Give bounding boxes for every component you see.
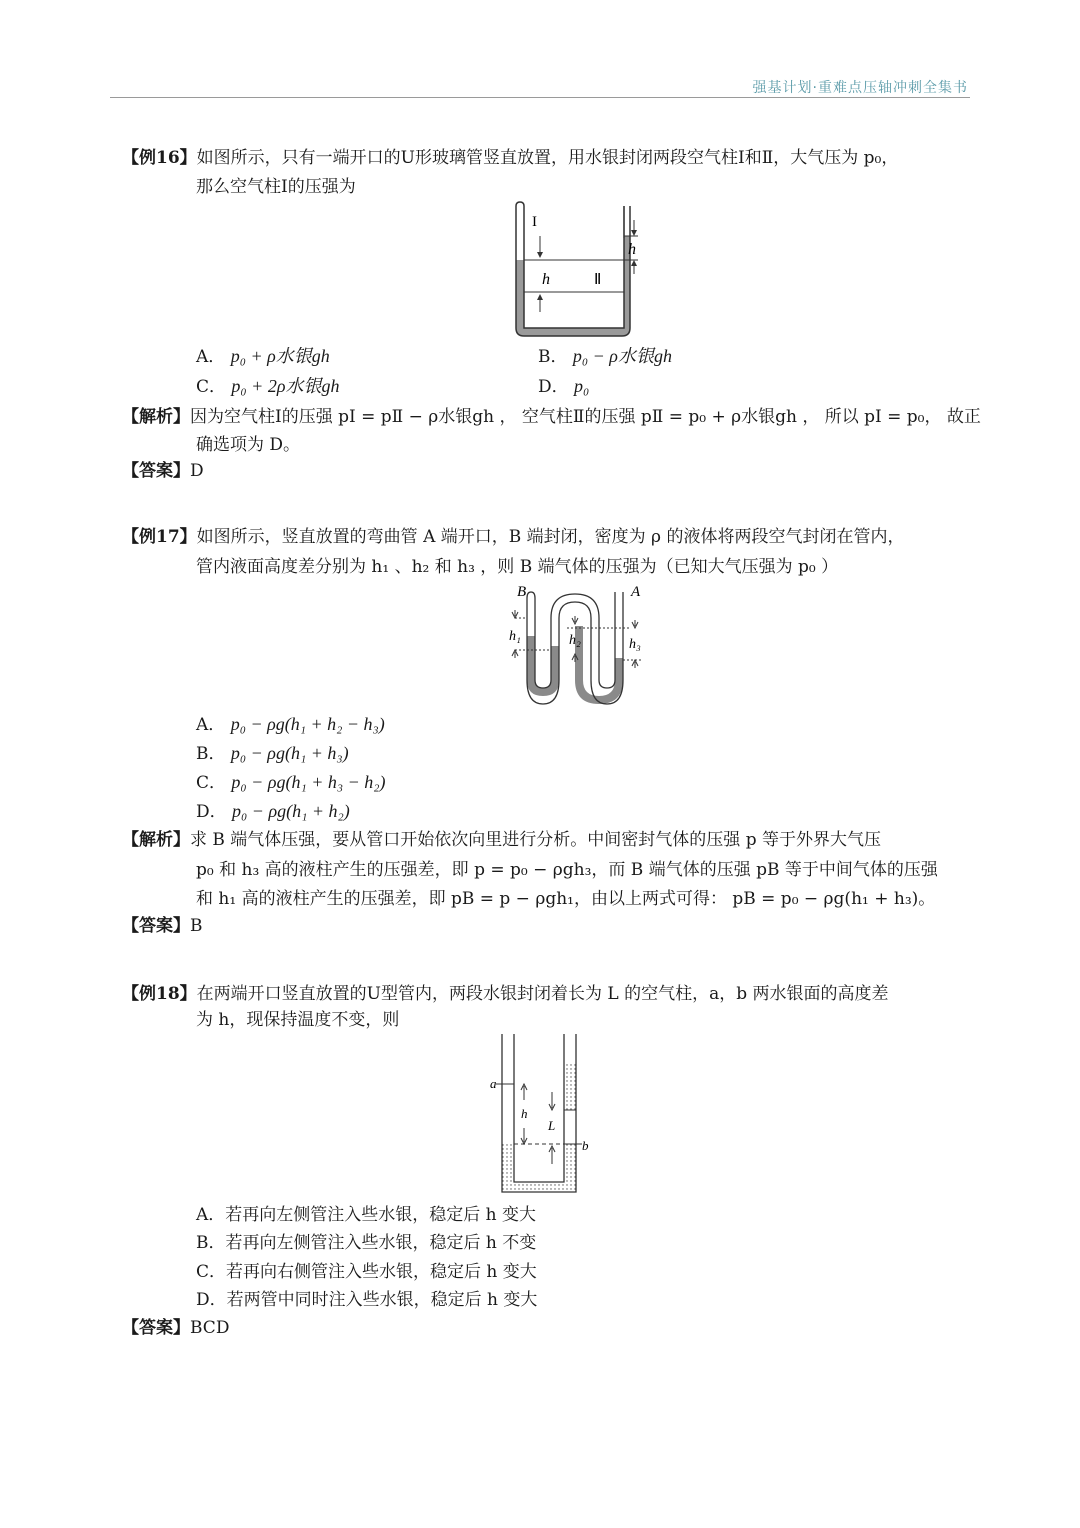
option-17-a: A． p₀ − ρg(h₁ + h₂ − h₃) xyxy=(196,714,385,735)
label-16-h-left: h xyxy=(542,271,550,288)
option-18-d: D．若两管中同时注入些水银，稳定后 h 变大 xyxy=(196,1290,538,1310)
answer-16: 【答案】D xyxy=(122,461,204,481)
label-17-B: B xyxy=(517,584,527,600)
label-17-h3: h₃ xyxy=(629,637,641,652)
label-16-II: Ⅱ xyxy=(594,272,602,288)
option-16-d: D． p₀ xyxy=(538,376,590,397)
label-17-h1: h₁ xyxy=(509,629,521,644)
label-18-h: h xyxy=(521,1106,528,1121)
option-17-c: C． p₀ − ρg(h₁ + h₃ − h₂) xyxy=(196,772,386,793)
figure-17-bent-tube xyxy=(505,582,655,707)
label-16-I: I xyxy=(532,214,537,230)
analysis-17-line-1: 【解析】求 B 端气体压强，要从管口开始依次向里进行分析。中间密封气体的压强 p 等于外界大气压 xyxy=(122,830,881,850)
option-17-b: B． p₀ − ρg(h₁ + h₃) xyxy=(196,743,349,764)
label-18-a: a xyxy=(490,1076,497,1091)
question-17-line-1: 【例17】如图所示，竖直放置的弯曲管 A 端开口，B 端封闭，密度为 ρ 的液体将两段空气封闭在管内， xyxy=(122,527,905,547)
example-16-tag: 【例16】 xyxy=(122,148,197,168)
option-18-c: C．若再向右侧管注入些水银，稳定后 h 变大 xyxy=(196,1262,537,1282)
analysis-17-line-3: 和 h₁ 高的液柱产生的压强差，即 pB = p − ρgh₁，由以上两式可得： pB = p₀ − ρg(h₁ + h₃)。 xyxy=(196,889,936,909)
running-header: 强基计划·重难点压轴冲刺全集书 xyxy=(752,80,968,96)
label-16-h-right: h xyxy=(628,241,636,258)
question-18-line-1: 【例18】在两端开口竖直放置的U型管内，两段水银封闭着长为 L 的空气柱，a，b 两水银面的高度差 xyxy=(122,984,889,1004)
question-17-line-2: 管内液面高度差分别为 h₁ 、h₂ 和 h₃ ，则 B 端气体的压强为（已知大气压强为 p₀ ） xyxy=(196,557,839,577)
answer-18: 【答案】BCD xyxy=(122,1318,230,1338)
option-17-d: D． p₀ − ρg(h₁ + h₂) xyxy=(196,801,350,822)
answer-17: 【答案】B xyxy=(122,916,203,936)
analysis-16-line-1: 【解析】因为空气柱Ⅰ的压强 pⅠ = pⅡ − ρ水银gh ， 空气柱Ⅱ的压强 pⅡ = p₀ + ρ水银gh ， 所以 pⅠ = p₀， 故正 xyxy=(122,407,981,427)
option-16-a: A． p₀ + ρ水银gh xyxy=(196,346,330,367)
figure-18-u-tube xyxy=(486,1032,596,1197)
figure-16-u-tube xyxy=(510,198,650,343)
question-16-line-1 xyxy=(122,146,898,170)
option-16-b: B． p₀ − ρ水银gh xyxy=(538,346,672,367)
question-16-text-1: 如图所示，只有一端开口的U形玻璃管竖直放置，用水银封闭两段空气柱Ⅰ和Ⅱ，大气压为 p₀， xyxy=(196,148,899,168)
label-18-b: b xyxy=(582,1138,589,1153)
analysis-17-line-2: p₀ 和 h₃ 高的液柱产生的压强差，即 p = p₀ − ρgh₃，而 B 端气体的压强 pB 等于中间气体的压强 xyxy=(196,860,938,880)
question-18-line-2: 为 h，现保持温度不变，则 xyxy=(196,1010,400,1030)
label-17-h2: h₂ xyxy=(569,633,581,648)
question-16-line-2: 那么空气柱Ⅰ的压强为 xyxy=(196,177,356,197)
option-18-b: B．若再向左侧管注入些水银，稳定后 h 不变 xyxy=(196,1233,537,1253)
label-17-A: A xyxy=(631,584,641,600)
mercury-16 xyxy=(516,236,630,336)
option-16-c: C． p₀ + 2ρ水银gh xyxy=(196,376,340,397)
analysis-16-line-2: 确选项为 D。 xyxy=(196,435,301,455)
label-18-L: L xyxy=(548,1118,556,1133)
header-divider xyxy=(110,97,970,98)
option-18-a: A．若再向左侧管注入些水银，稳定后 h 变大 xyxy=(196,1205,537,1225)
